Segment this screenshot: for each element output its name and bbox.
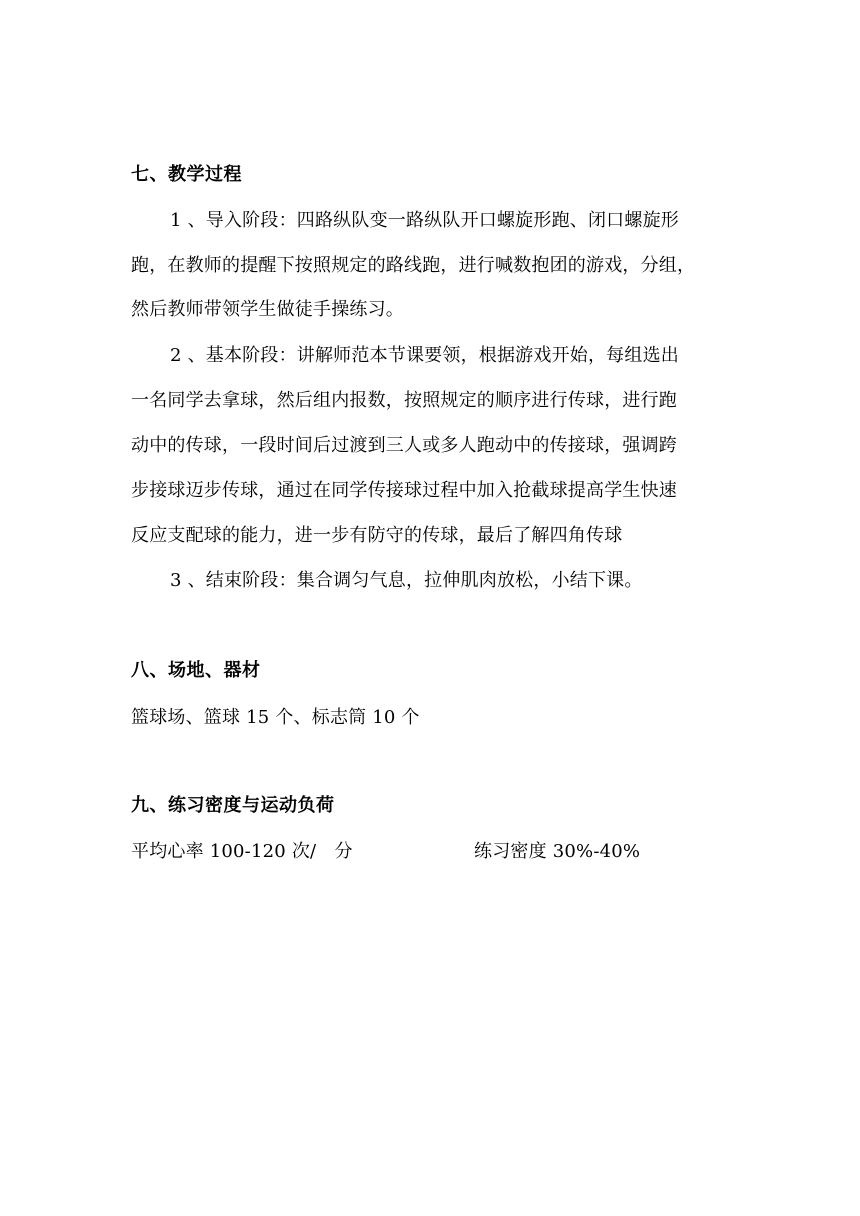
heart-rate-text: 平均心率 100-120 次/ 分 bbox=[131, 841, 353, 862]
section-7-p3: 3 、结束阶段：集合调匀气息，拉伸肌肉放松，小结下课。 bbox=[170, 570, 643, 591]
section-7-p2-line-1: 2 、基本阶段：讲解师范本节课要领，根据游戏开始，每组选出 bbox=[170, 345, 679, 366]
section-7-p2-line-2: 一名同学去拿球，然后组内报数，按照规定的顺序进行传球，进行跑 bbox=[131, 390, 677, 411]
section-7-p2-line-5: 反应支配球的能力，进一步有防守的传球，最后了解四角传球 bbox=[131, 525, 623, 546]
section-7-p1-line-1: 1 、导入阶段：四路纵队变一路纵队开口螺旋形跑、闭口螺旋形 bbox=[170, 210, 679, 231]
section-9-row bbox=[131, 837, 731, 863]
section-7-p2-line-4: 步接球迈步传球，通过在同学传接球过程中加入抢截球提高学生快速 bbox=[131, 480, 677, 501]
section-8-text: 篮球场、篮球 15 个、标志筒 10 个 bbox=[131, 707, 420, 728]
density-text: 练习密度 30%-40% bbox=[474, 841, 641, 862]
section-7-p1-line-2: 跑，在教师的提醒下按照规定的路线跑，进行喊数抱团的游戏，分组， bbox=[131, 255, 696, 276]
section-9-heading: 九、练习密度与运动负荷 bbox=[131, 795, 335, 816]
section-7-heading: 七、教学过程 bbox=[131, 164, 242, 185]
section-7-p2-line-3: 动中的传球，一段时间后过渡到三人或多人跑动中的传接球，强调跨 bbox=[131, 435, 677, 456]
section-8-heading: 八、场地、器材 bbox=[131, 660, 261, 681]
section-7-p1-line-3: 然后教师带领学生做徒手操练习。 bbox=[131, 299, 404, 320]
